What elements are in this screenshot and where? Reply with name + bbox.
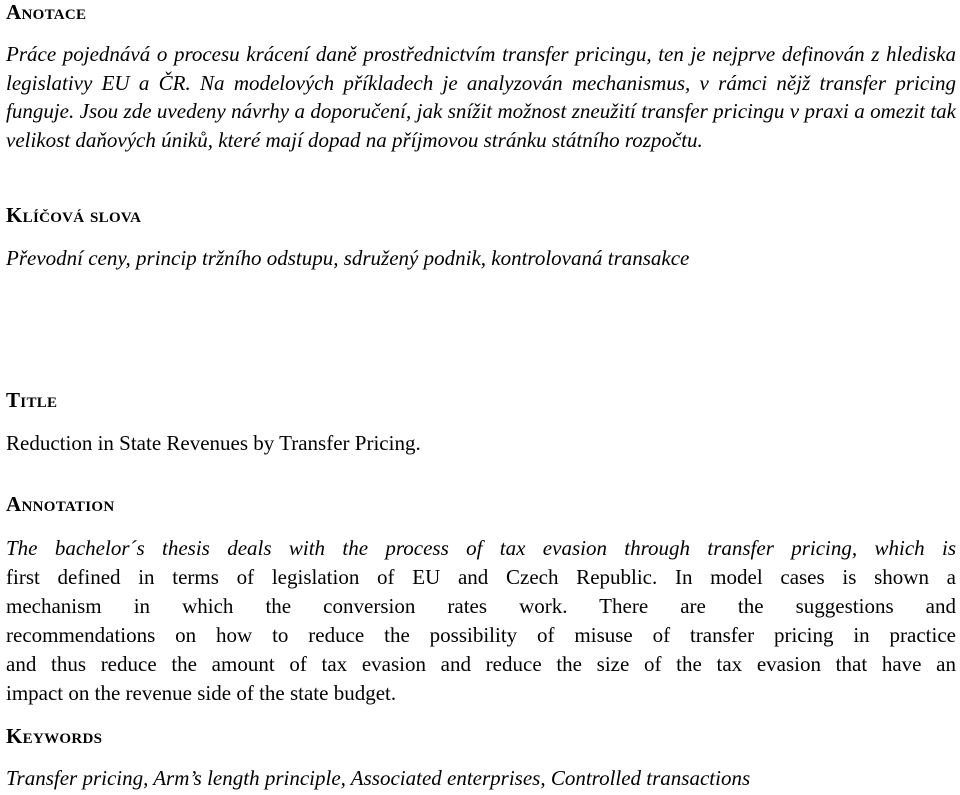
annotation-text xyxy=(6,534,956,708)
annotation-line: mechanism in which the conversion rates work. There are the suggestions and xyxy=(6,594,956,618)
annotation-line: and thus reduce the amount of tax evasion and reduce the size of the tax evasion that have an xyxy=(6,652,956,676)
annotation-line: first defined in terms of legislation of EU and Czech Republic. In model cases is shown a xyxy=(6,565,956,589)
title-text: Reduction in State Revenues by Transfer Pricing. xyxy=(6,431,421,455)
anotace-heading: Anotace xyxy=(6,0,87,24)
annotation-line: recommendations on how to reduce the possibility of misuse of transfer pricing in practice xyxy=(6,623,956,647)
annotation-line: The bachelor´s thesis deals with the process of tax evasion through transfer pricing, which is xyxy=(6,536,956,560)
annotation-line: impact on the revenue side of the state budget. xyxy=(6,681,397,705)
keywords-heading: Keywords xyxy=(6,724,103,748)
annotation-heading: Annotation xyxy=(6,492,115,516)
keywords-text: Transfer pricing, Arm’s length principle, Associated enterprises, Controlled transactions xyxy=(6,766,751,790)
klicova-slova-text: Převodní ceny, princip tržního odstupu, sdružený podnik, kontrolovaná transakce xyxy=(6,246,690,270)
title-heading: Title xyxy=(6,388,58,412)
anotace-text: Práce pojednává o procesu krácení daně prostřednictvím transfer pricingu, ten je nejprve definován z hlediska legislativy EU a ČR. Na modelových příkladech je analyzován mechanismus, v rámci nějž transfer pricing funguje. Jsou zde uvedeny návrhy a doporučení, jak snížit možnost zneužití transfer pricingu v praxi a omezit tak velikost daňových úniků, které mají dopad na příjmovou stránku státního rozpočtu. xyxy=(6,42,956,152)
klicova-slova-heading: Klíčová slova xyxy=(6,203,142,227)
